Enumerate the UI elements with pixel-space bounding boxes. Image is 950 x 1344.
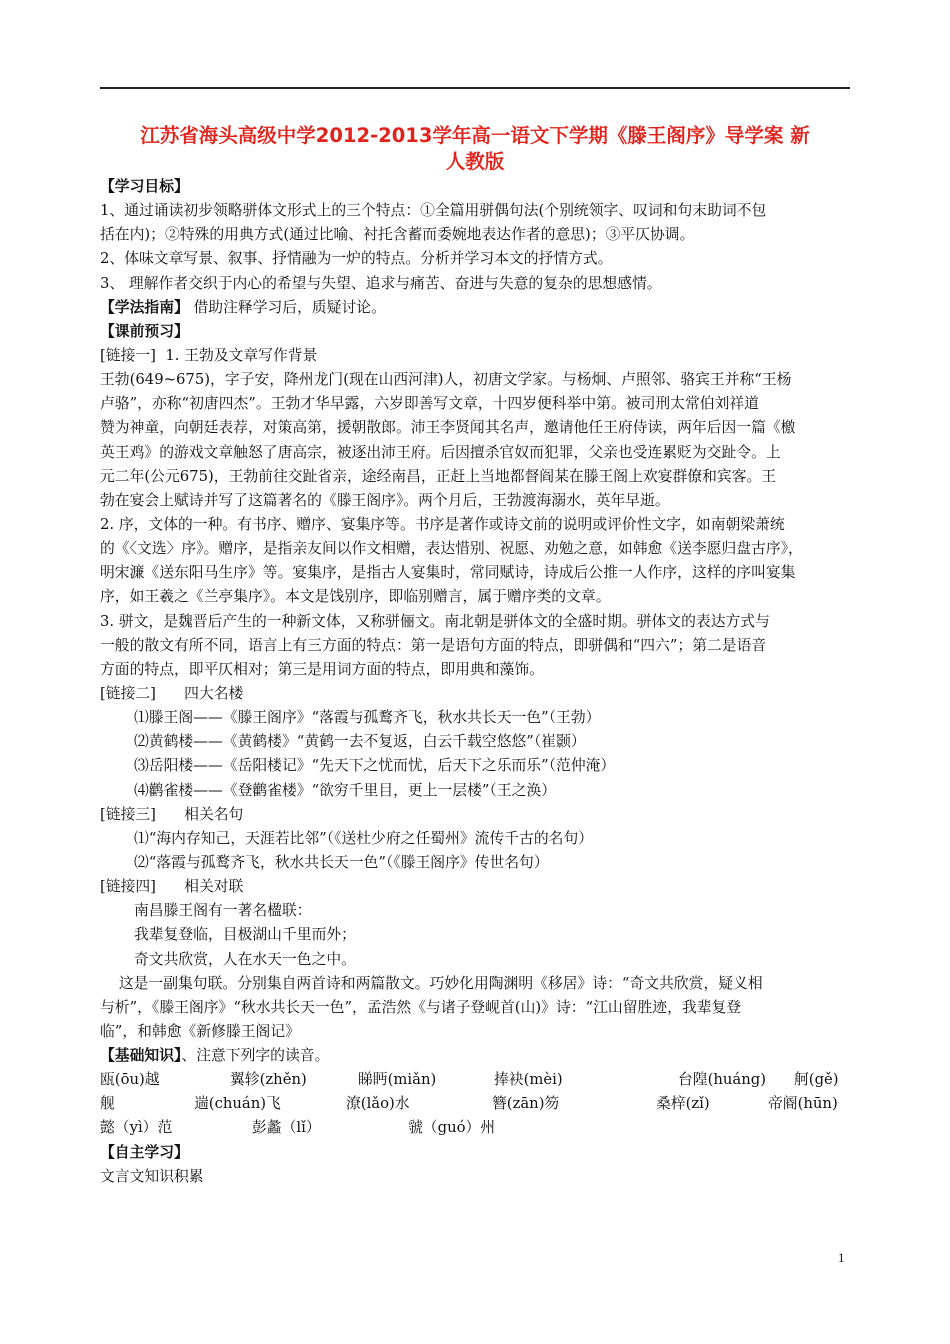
method-text: 借助注释学习后，质疑讨论。 — [188, 298, 386, 316]
couplet-line: 南昌滕王阁有一著名楹联： — [134, 902, 312, 920]
tower-item: ⑵黄鹤楼——《黄鹤楼》“黄鹤一去不复返，白云千载空悠悠”（崔颢） — [134, 733, 586, 751]
tower-item: ⑶岳阳楼——《岳阳楼记》“先天下之忧而忧，后天下之乐而乐”（范仲淹） — [134, 757, 616, 775]
wangbo-line: 元二年(公元675)，王勃前往交趾省亲，途经南昌，正赶上当地都督阎某在滕王阁上欢宴群僚和宾客。王 — [100, 467, 777, 485]
wangbo-line: 英王鸡》的游戏文章触怒了唐高宗，被逐出沛王府。后因擅杀官奴而犯罪，父亲也受连累贬为交趾令。上 — [100, 443, 781, 461]
self-study-heading: 【自主学习】 — [100, 1143, 189, 1161]
header-rule — [100, 87, 850, 89]
pron-item: 簪(zān)笏 — [492, 1095, 560, 1113]
pron-item: 遄(chuán)飞 — [194, 1095, 281, 1113]
couplet-line: 奇文共欣赏，人在水天一色之中。 — [134, 950, 356, 968]
pronunciation-row — [100, 1068, 850, 1092]
pron-item: 翼轸(zhěn) — [230, 1071, 307, 1089]
method-heading: 【学法指南】 — [100, 298, 189, 316]
pron-item: 桑梓(zǐ) — [656, 1095, 710, 1113]
document-body — [100, 175, 850, 1189]
xu-line: 序，如王羲之《兰亭集序》。本文是饯别序，即临别赠言，属于赠序类的文章。 — [100, 588, 611, 606]
pron-item: 彭蠡（lǐ） — [252, 1119, 321, 1137]
link-3: [链接三] 相关名句 — [100, 805, 244, 823]
goal-3: 3、 理解作者交织于内心的希望与失望、追求与痛苦、奋进与失意的复杂的思想感情。 — [100, 274, 662, 292]
pianwen-line: 一般的散文有所不同，语言上有三方面的特点：第一是语句方面的特点，即骈偶和“四六”；第二是语音 — [100, 636, 767, 654]
pron-item: 舰 — [100, 1095, 115, 1113]
xu-line: 的《〈文选〉序》。赠序，是指亲友间以作文相赠，表达惜别、祝愿、劝勉之意，如韩愈《送李愿归盘古序》， — [100, 540, 803, 558]
xu-line: 2. 序，文体的一种。有书序、赠序、宴集序等。书序是著作或诗文前的说明或评价性文字，如南朝梁萧统 — [100, 515, 785, 533]
document-title — [100, 123, 850, 175]
quote-item: ⑴“海内存知己，天涯若比邻”（《送杜少府之任蜀州》流传千古的名句） — [134, 829, 594, 847]
pronunciation-row — [100, 1116, 850, 1140]
pron-item: 捧袂(mèi) — [494, 1071, 563, 1089]
pron-item: 台隍(huáng) — [678, 1071, 767, 1089]
method-line — [100, 296, 850, 320]
goals-heading: 【学习目标】 — [100, 178, 189, 195]
couplet-note-line: 临”，和韩愈《新修滕王阁记》 — [100, 1022, 300, 1040]
page-number: 1 — [838, 1250, 845, 1265]
pron-item: 舸(gě) — [794, 1071, 839, 1089]
wangbo-line: 赞为神童，向朝廷表荐，对策高第，援朝散郎。沛王李贤闻其名声，邀请他任王府侍读，两年后因一篇《檄 — [100, 419, 796, 437]
self-study-text: 文言文知识积累 — [100, 1167, 204, 1185]
pron-item: 潦(lǎo)水 — [346, 1095, 410, 1113]
pronunciation-row — [100, 1092, 850, 1116]
wangbo-line: 勃在宴会上赋诗并写了这篇著名的《滕王阁序》。两个月后，王勃渡海溺水，英年早逝。 — [100, 491, 670, 509]
wangbo-line: 王勃(649~675)，字子安，降州龙门(现在山西河津)人，初唐文学家。与杨炯、卢照邻、骆宾王并称“王杨 — [100, 371, 792, 389]
pron-item: 帝阍(hūn) — [768, 1095, 838, 1113]
pron-item: 睇眄(miǎn) — [358, 1071, 437, 1089]
link-2: [链接二] 四大名楼 — [100, 684, 244, 702]
wangbo-line: 卢骆”，亦称“初唐四杰”。王勃才华早露，六岁即善写文章，十四岁便科举中第。被司刑太常伯刘祥道 — [100, 395, 759, 413]
link-4: [链接四] 相关对联 — [100, 878, 244, 896]
basic-text: 、注意下列字的读音。 — [181, 1047, 330, 1065]
pianwen-line: 3. 骈文，是魏晋后产生的一种新文体，又称骈俪文。南北朝是骈体文的全盛时期。骈体文的表达方式与 — [100, 612, 770, 630]
pron-item: 虢（guó）州 — [408, 1119, 496, 1137]
couplet-note-line: 与析”，《滕王阁序》“秋水共长天一色”，孟浩然《与诸子登岘首(山)》诗：“江山留胜迹，我辈复登 — [100, 998, 742, 1016]
xu-line: 明宋濂《送东阳马生序》等。宴集序，是指古人宴集时，常同赋诗，诗成后公推一人作序，这样的序叫宴集 — [100, 564, 796, 582]
tower-item: ⑴滕王阁——《滕王阁序》“落霞与孤鹜齐飞，秋水共长天一色”（王勃） — [134, 709, 601, 727]
preview-heading: 【课前预习】 — [100, 322, 189, 340]
quote-item: ⑵“落霞与孤鹜齐飞，秋水共长天一色”（《滕王阁序》传世名句） — [134, 853, 549, 871]
pron-item: 懿（yì）范 — [100, 1119, 173, 1137]
basic-heading: 【基础知识】 — [100, 1047, 182, 1065]
goal-2: 2、体味文章写景、叙事、抒情融为一炉的特点。分析并学习本文的抒情方式。 — [100, 250, 613, 268]
goal-1a: 1、通过诵读初步领略骈体文形式上的三个特点：①全篇用骈偶句法(个别统领字、叹词和句末助词不包 — [100, 202, 767, 220]
couplet-note-line: 这是一副集句联。分别集自两首诗和两篇散文。巧妙化用陶渊明《移居》诗：“奇文共欣赏，疑义相 — [100, 974, 763, 992]
basic-line — [100, 1044, 850, 1068]
goal-1b: 括在内)；②特殊的用典方式(通过比喻、衬托含蓄而委婉地表达作者的意思)；③平仄协调。 — [100, 226, 695, 244]
title-line-2: 人教版 — [445, 150, 505, 173]
pron-item: 瓯(ōu)越 — [100, 1071, 160, 1089]
link-1: [链接一] 1. 王勃及文章写作背景 — [100, 346, 318, 364]
pianwen-line: 方面的特点，即平仄相对；第三是用词方面的特点，即用典和藻饰。 — [100, 660, 544, 678]
couplet-line: 我辈复登临，目极湖山千里而外； — [134, 926, 356, 944]
title-line-1: 江苏省海头高级中学2012-2013学年高一语文下学期《滕王阁序》导学案 新 — [140, 124, 810, 147]
tower-item: ⑷鹳雀楼——《登鹳雀楼》“欲穷千里目，更上一层楼”（王之涣） — [134, 781, 557, 799]
